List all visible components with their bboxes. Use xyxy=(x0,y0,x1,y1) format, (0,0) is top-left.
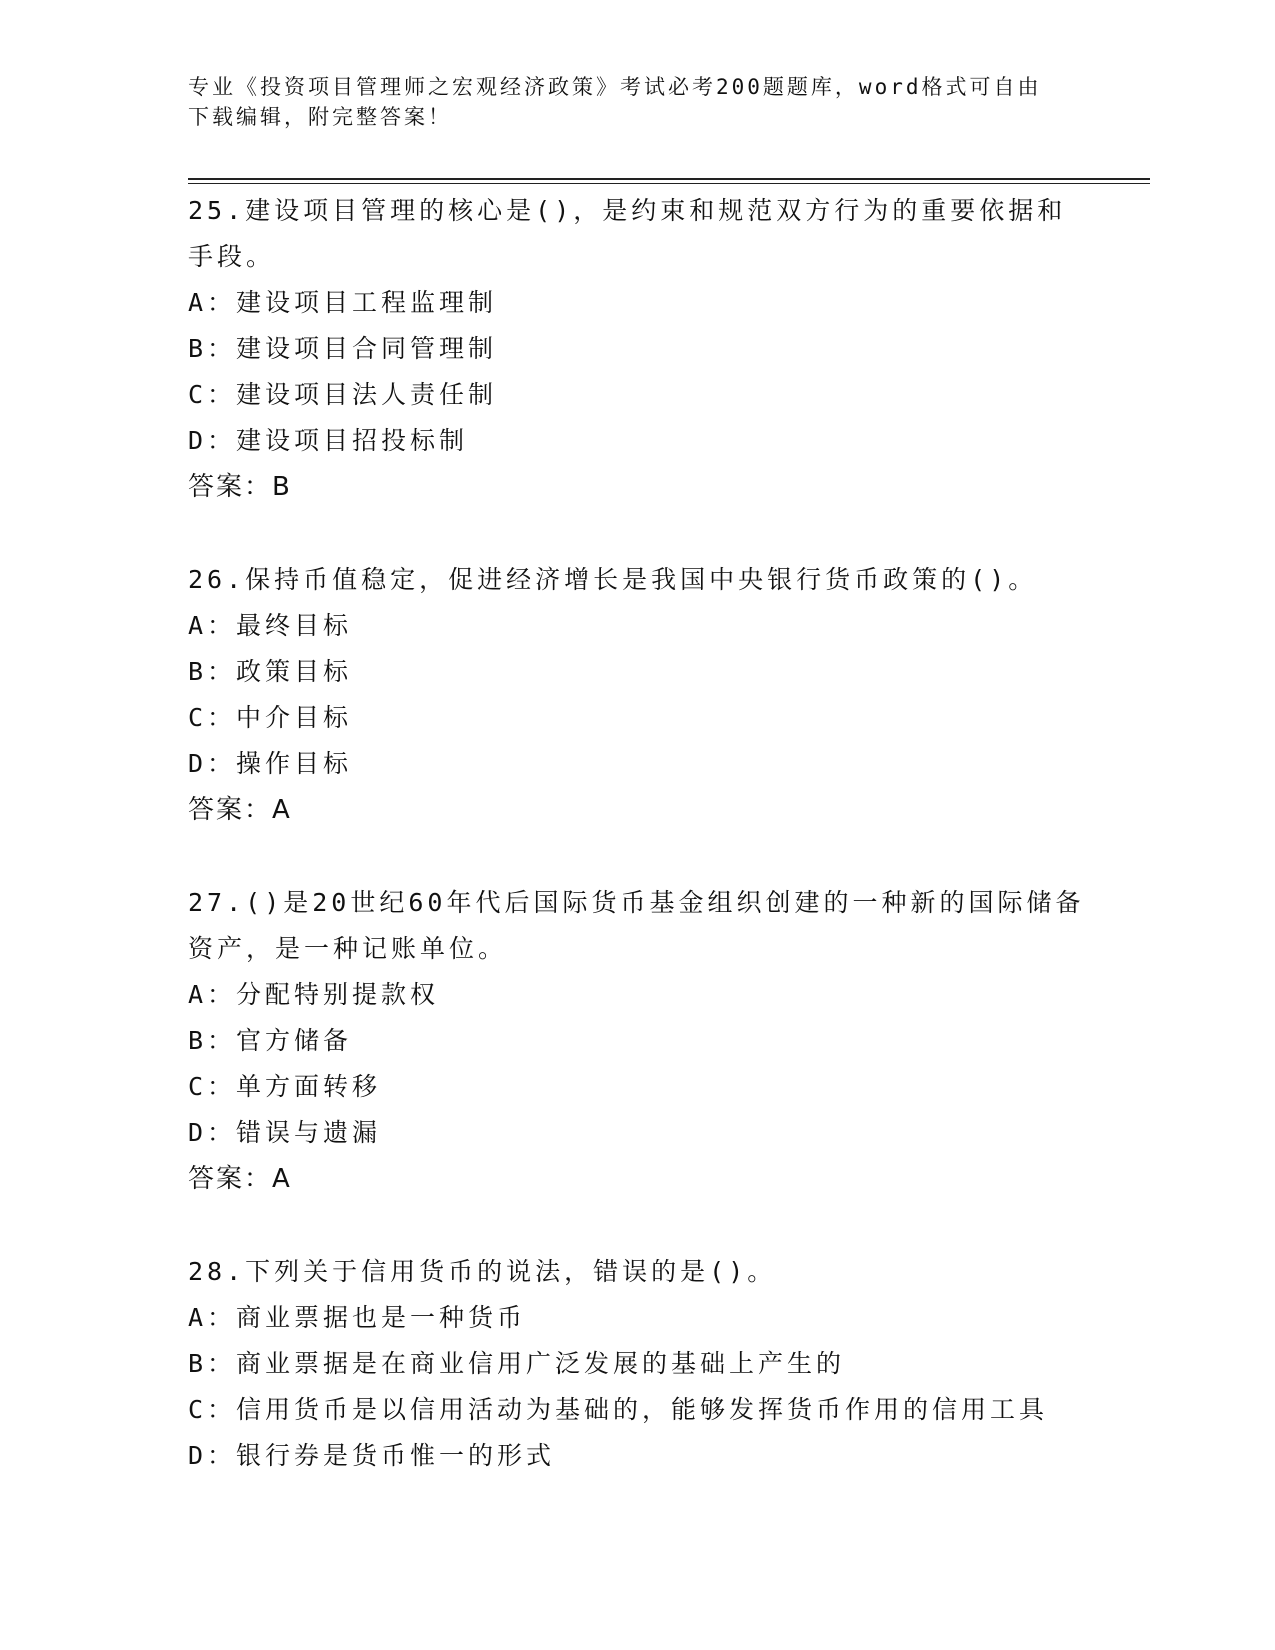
answer-line: 答案：A xyxy=(188,1164,292,1194)
question-26 xyxy=(188,557,1088,833)
option-c: C：建设项目法人责任制 xyxy=(188,380,498,409)
option-b: B：商业票据是在商业信用广泛发展的基础上产生的 xyxy=(188,1349,846,1378)
option-b: B：官方储备 xyxy=(188,1026,353,1055)
question-text: 28.下列关于信用货币的说法，错误的是()。 xyxy=(188,1257,777,1286)
option-d: D：建设项目招投标制 xyxy=(188,426,469,455)
option-a: A：建设项目工程监理制 xyxy=(188,288,498,317)
document-header xyxy=(188,72,1088,132)
header-line-2: 下载编辑，附完整答案！ xyxy=(188,105,452,129)
question-text: 27.()是20世纪60年代后国际货币基金组织创建的一种新的国际储备资产，是一种记账单位。 xyxy=(188,888,1085,963)
header-divider-thin xyxy=(188,183,1150,184)
question-text: 26.保持币值稳定，促进经济增长是我国中央银行货币政策的()。 xyxy=(188,565,1038,594)
question-28 xyxy=(188,1249,1088,1479)
option-b: B：政策目标 xyxy=(188,657,353,686)
option-d: D：错误与遗漏 xyxy=(188,1118,382,1147)
question-27 xyxy=(188,880,1088,1202)
question-list xyxy=(188,188,1088,1526)
option-b: B：建设项目合同管理制 xyxy=(188,334,498,363)
option-c: C：信用货币是以信用活动为基础的，能够发挥货币作用的信用工具 xyxy=(188,1395,1049,1424)
option-d: D：操作目标 xyxy=(188,749,353,778)
option-a: A：最终目标 xyxy=(188,611,353,640)
option-d: D：银行券是货币惟一的形式 xyxy=(188,1441,556,1470)
question-text: 25.建设项目管理的核心是()，是约束和规范双方行为的重要依据和手段。 xyxy=(188,196,1067,271)
option-a: A：商业票据也是一种货币 xyxy=(188,1303,527,1332)
option-c: C：中介目标 xyxy=(188,703,353,732)
header-line-1: 专业《投资项目管理师之宏观经济政策》考试必考200题题库，word格式可自由 xyxy=(188,75,1042,99)
header-divider-thick xyxy=(188,178,1150,180)
option-a: A：分配特别提款权 xyxy=(188,980,440,1009)
answer-line: 答案：A xyxy=(188,795,292,825)
answer-line: 答案：B xyxy=(188,472,292,502)
question-25 xyxy=(188,188,1088,510)
option-c: C：单方面转移 xyxy=(188,1072,382,1101)
